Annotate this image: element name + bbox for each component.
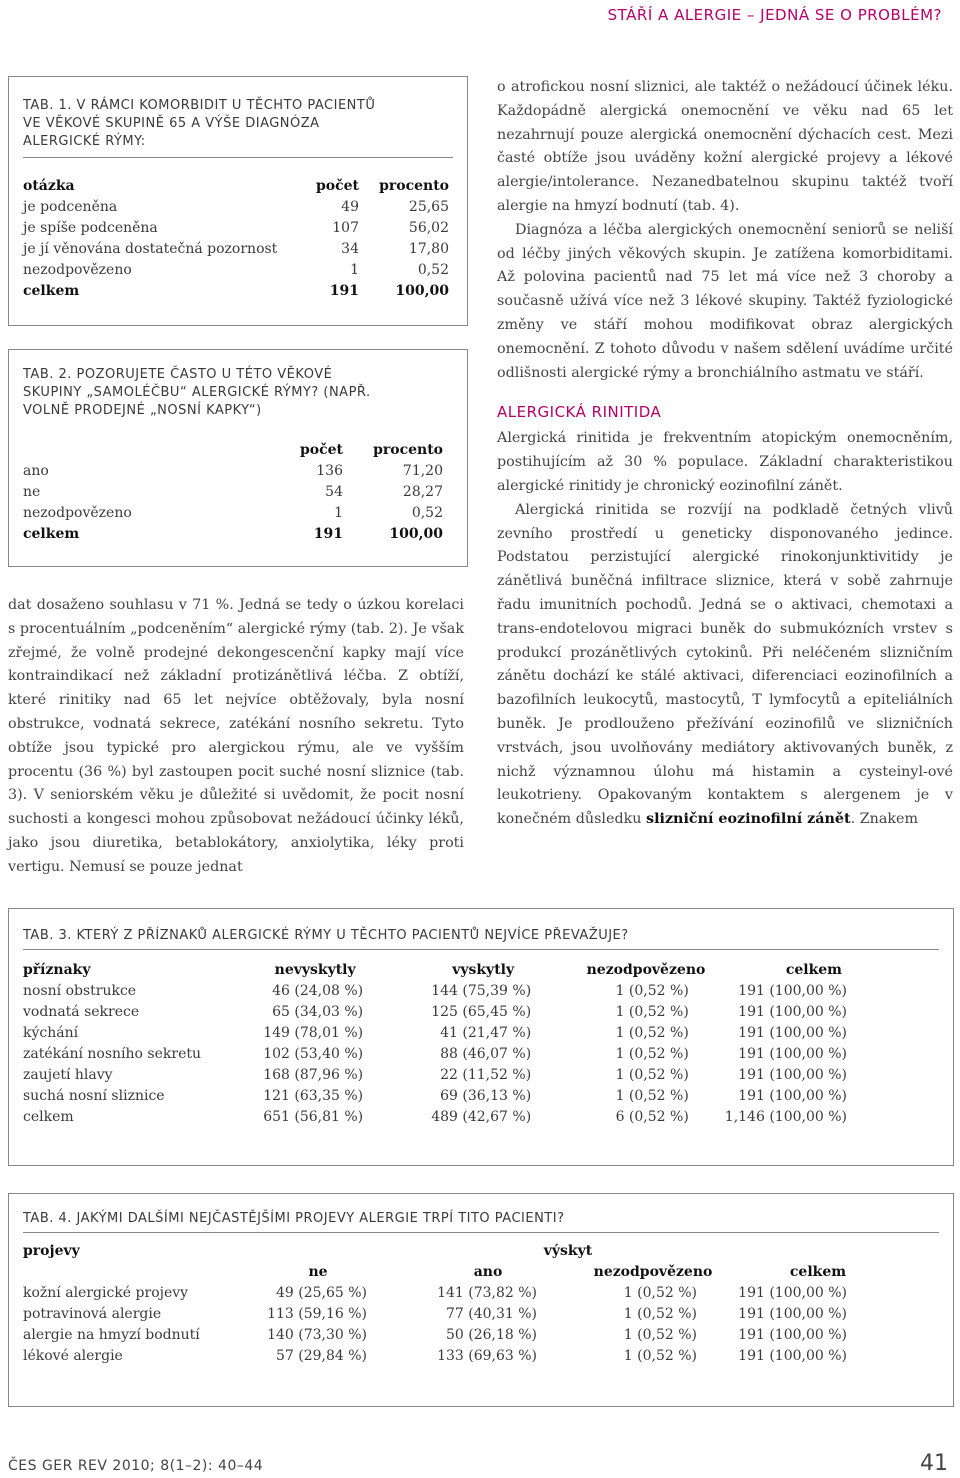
table-cell: 25,65 [408,198,449,215]
table-2-caption: TAB. 2. POZORUJETE ČASTO U TÉTO VĚKOVÉ SKUPINY „SAMOLÉČBU“ ALERGICKÉ RÝMY? (NAPŘ. VOLNĚ PRODEJNÉ „NOSNÍ KAPKY“) [23,367,371,418]
table-cell: 1 (0,52 %) [615,1066,689,1083]
table-cell: 1 (0,52 %) [623,1284,697,1301]
table-cell: 121 (63,35 %) [263,1087,364,1104]
table-3-header: vyskytly [452,961,515,978]
table-cell: 49 [341,198,359,215]
table-cell: 191 (100,00 %) [738,1326,847,1343]
table-4-rule [23,1232,939,1233]
table-cell: 136 [316,462,343,479]
table-row [23,1022,903,1043]
table-cell: 191 (100,00 %) [738,1003,847,1020]
table-1-header: otázka [23,177,75,194]
table-cell: je podceněna [23,198,118,215]
table-cell: 133 (69,63 %) [437,1347,537,1364]
table-cell: 0,52 [417,261,449,278]
table-cell: 1 (0,52 %) [623,1347,697,1364]
left-column-text [8,594,464,880]
table-cell: 77 (40,31 %) [445,1305,537,1322]
table-cell: 191 (100,00 %) [738,1347,847,1364]
table-cell: 50 (26,18 %) [445,1326,537,1343]
table-4-header: projevy [23,1242,80,1259]
table-cell: 1,146 (100,00 %) [724,1108,847,1125]
table-row [23,1345,903,1366]
body-paragraph: dat dosaženo souhlasu v 71 %. Jedná se tedy o úzkou korelaci s procentuálním „podceněním“ alergické rýmy (tab. 2). Je však zřejmé, že volně prodejné dekongescenční kapky mají více kontraindikací než základní protizánětlivá léčba. Z obtíží, které rinitiky nad 65 let nejvíce obtěžovaly, byla nosní obstrukce, vodnatá sekrece, zatékání nosního sekretu. Tyto obtíže jsou typické pro alergickou rýmu, ale ve vyšším procentu (36 %) byl zastoupen pocit suché nosní sliznice (tab. 3). V seniorském věku je důležité si uvědomit, že pocit nosní suchosti a kongesci mohou způsobovat nežádoucí účinky léků, jako jsou diuretika, betablokátory, anxiolytika, léky proti vertigu. Nemusí se pouze jednat [8,597,464,875]
table-row [23,217,449,238]
table-cell: zatékání nosního sekretu [23,1045,202,1062]
table-row [23,1324,903,1345]
table-cell: lékové alergie [23,1347,123,1364]
table-3-caption: TAB. 3. KTERÝ Z PŘÍZNAKŮ ALERGICKÉ RÝMY U TĚCHTO PACIENTŮ NEJVÍCE PŘEVAŽUJE? [23,928,629,943]
table-1-header: počet [315,177,359,194]
table-cell: 1 (0,52 %) [615,1087,689,1104]
table-cell: 71,20 [402,462,443,479]
table-cell: 46 (24,08 %) [272,982,364,999]
table-cell: 144 (75,39 %) [431,982,532,999]
journal-footer: ČES GER REV 2010; 8(1–2): 40–44 [8,1458,264,1474]
table-3-header: celkem [785,961,842,978]
table-cell: 17,80 [408,240,449,257]
table-cell: celkem [23,1108,74,1125]
table-2-header [23,439,273,460]
table-cell: 1 (0,52 %) [615,1003,689,1020]
table-cell: 1 [334,504,343,521]
table-2-header: procento [373,441,443,458]
table-4 [23,1240,903,1366]
table-2 [23,439,443,544]
table-cell: 149 (78,01 %) [263,1024,364,1041]
table-cell: 0,52 [411,504,443,521]
table-3-header: nezodpovězeno [586,961,706,978]
table-cell: zaujetí hlavy [23,1066,113,1083]
table-cell: nezodpovězeno [23,261,132,278]
table-cell: celkem [23,282,80,299]
table-cell: 489 (42,67 %) [431,1108,532,1125]
table-1 [23,175,449,301]
table-cell: 191 (100,00 %) [738,1087,847,1104]
table-cell: 102 (53,40 %) [263,1045,364,1062]
table-cell: 141 (73,82 %) [437,1284,537,1301]
table-cell: suchá nosní sliznice [23,1087,165,1104]
table-2-box [8,349,468,567]
table-cell: 191 (100,00 %) [738,1305,847,1322]
page-number: 41 [920,1451,948,1476]
table-row [23,259,449,280]
table-row [23,481,443,502]
table-cell: je jí věnována dostatečná pozornost [23,240,278,257]
table-cell: 191 (100,00 %) [738,1066,847,1083]
table-row [23,1303,903,1324]
table-cell: 140 (73,30 %) [267,1326,367,1343]
table-cell: ne [23,483,41,500]
table-3-rule [23,949,939,950]
table-cell: 100,00 [395,282,449,299]
table-row [23,238,449,259]
table-cell: 168 (87,96 %) [263,1066,364,1083]
table-4-caption: TAB. 4. JAKÝMI DALŠÍMI NEJČASTĚJŠÍMI PROJEVY ALERGIE TRPÍ TITO PACIENTI? [23,1211,565,1226]
table-4-header: celkem [789,1263,847,1280]
table-2-header: počet [299,441,343,458]
table-total-row [23,523,443,544]
table-cell: 56,02 [408,219,449,236]
table-4-header: ano [473,1263,503,1280]
table-row [23,1043,903,1064]
table-row [23,1106,903,1127]
table-3-box [8,908,954,1166]
table-cell: potravinová alergie [23,1305,162,1322]
table-cell: 191 (100,00 %) [738,1284,847,1301]
table-cell: je spíše podceněna [23,219,158,236]
section-heading: ALERGICKÁ RINITIDA [497,403,662,422]
table-row [23,1001,903,1022]
table-cell: nosní obstrukce [23,982,137,999]
right-column-text [497,76,953,832]
table-cell: 113 (59,16 %) [267,1305,367,1322]
table-row [23,1282,903,1303]
table-4-header: ne [308,1263,328,1280]
table-cell: kýchání [23,1024,79,1041]
body-paragraph [497,499,953,832]
table-cell: 1 (0,52 %) [615,1024,689,1041]
table-cell: 1 (0,52 %) [615,982,689,999]
table-1-header: procento [379,177,449,194]
table-row [23,980,903,1001]
table-4-header: výskyt [543,1242,593,1259]
table-4-header: nezodpovězeno [593,1263,713,1280]
table-cell: 41 (21,47 %) [440,1024,532,1041]
table-row [23,460,443,481]
body-paragraph: Alergická rinitida je frekventním atopickým onemocněním, postihujícím až 30 % populace. Základní charakteristikou alergické rinitidy je chronický eozinofilní zánět. [497,430,953,494]
table-cell: 191 (100,00 %) [738,1045,847,1062]
table-cell: 22 (11,52 %) [440,1066,532,1083]
table-cell: 191 (100,00 %) [738,1024,847,1041]
table-cell: ano [23,462,49,479]
table-row [23,1085,903,1106]
table-cell: 125 (65,45 %) [431,1003,532,1020]
table-total-row [23,280,449,301]
table-cell: 191 [329,282,359,299]
table-cell: 1 (0,52 %) [615,1045,689,1062]
table-cell: nezodpovězeno [23,504,132,521]
table-3 [23,959,903,1127]
body-text: Alergická rinitida se rozvíjí na podkladě četných vlivů zevního prostředí u geneticky disponovaného jedince. Podstatou perzistující alergické rinokonjunktivitidy je zánětlivá buněčná infiltrace sliznice, která v sobě zahrnuje řadu imunitních pochodů. Jedná se o aktivaci, chemotaxi a trans-endotelovou migraci buněk do submukózních vrstev s produkcí prozánětlivých cytokinů. Při neléčeném slizničním zánětu dochází ke stálé aktivaci, diferenciaci eozinofilních a bazofilních leukocytů, mastocytů, T lymfocytů a epiteliálních buněk. Je prodlouženo přežívání eozinofilů ve slizničních vrstvách, jsou uvolňovány mediátory aktivovaných buněk, z nichž významnou úlohu má histamin a cysteinyl-ové leukotrieny. Opakovaným kontaktem s alergenem je v konečném důsledku [497,501,953,828]
table-cell: 57 (29,84 %) [275,1347,367,1364]
table-cell: 49 (25,65 %) [275,1284,367,1301]
table-1-caption: TAB. 1. V RÁMCI KOMORBIDIT U TĚCHTO PACIENTŮ VE VĚKOVÉ SKUPINĚ 65 A VÝŠE DIAGNÓZA ALERGICKÉ RÝMY: [23,98,376,149]
table-cell: 28,27 [402,483,443,500]
running-header: STÁŘÍ A ALERGIE – JEDNÁ SE O PROBLÉM? [607,6,942,24]
table-cell: 88 (46,07 %) [440,1045,532,1062]
body-paragraph: Diagnóza a léčba alergických onemocnění seniorů se neliší od léčby jiných věkových skupin. Je zatížena komorbiditami. Až polovina pacientů nad 75 let má více než 3 choroby a současně užívá více než 3 lékové skupiny. Taktéž fyziologické změny ve stáří mohou modifikovat obraz alergických onemocnění. Z tohoto důvodu v našem sdělení uvádíme určité odlišnosti alergické rýmy a bronchiálního astmatu ve stáří. [497,221,953,381]
table-cell: 100,00 [389,525,443,542]
table-cell: 1 (0,52 %) [623,1326,697,1343]
table-cell: 191 [313,525,343,542]
table-row [23,1064,903,1085]
table-1-rule [23,157,453,158]
table-cell: vodnatá sekrece [23,1003,140,1020]
table-cell: 69 (36,13 %) [440,1087,532,1104]
table-cell: 54 [325,483,343,500]
table-cell: 65 (34,03 %) [272,1003,364,1020]
table-cell: 651 (56,81 %) [263,1108,364,1125]
body-paragraph: o atrofickou nosní sliznici, ale taktéž o nežádoucí účinek léku. Každopádně alergická onemocnění ve věku nad 65 let nezahrnují pouze alergická onemocnění dýchacích cest. Mezi časté obtíže jsou uváděny kožní alergické projevy a lékové alergie/intolerance. Nezanedbatelnou skupinu taktéž tvoří alergie na hmyzí bodnutí (tab. 4). [497,79,953,214]
emphasis-text: slizniční eozinofilní zánět [646,811,851,828]
table-cell: kožní alergické projevy [23,1284,189,1301]
table-1-box [8,76,468,326]
table-cell: 107 [332,219,359,236]
table-cell: alergie na hmyzí bodnutí [23,1326,200,1343]
body-text: . Znakem [850,811,919,828]
table-cell: 34 [341,240,359,257]
table-4-box [8,1193,954,1407]
table-cell: 1 (0,52 %) [623,1305,697,1322]
table-cell: 1 [350,261,359,278]
table-3-header: příznaky [23,961,91,978]
table-row [23,502,443,523]
table-3-header: nevyskytly [274,961,356,978]
table-row [23,196,449,217]
table-cell: celkem [23,525,80,542]
table-cell: 6 (0,52 %) [615,1108,689,1125]
table-cell: 191 (100,00 %) [738,982,847,999]
